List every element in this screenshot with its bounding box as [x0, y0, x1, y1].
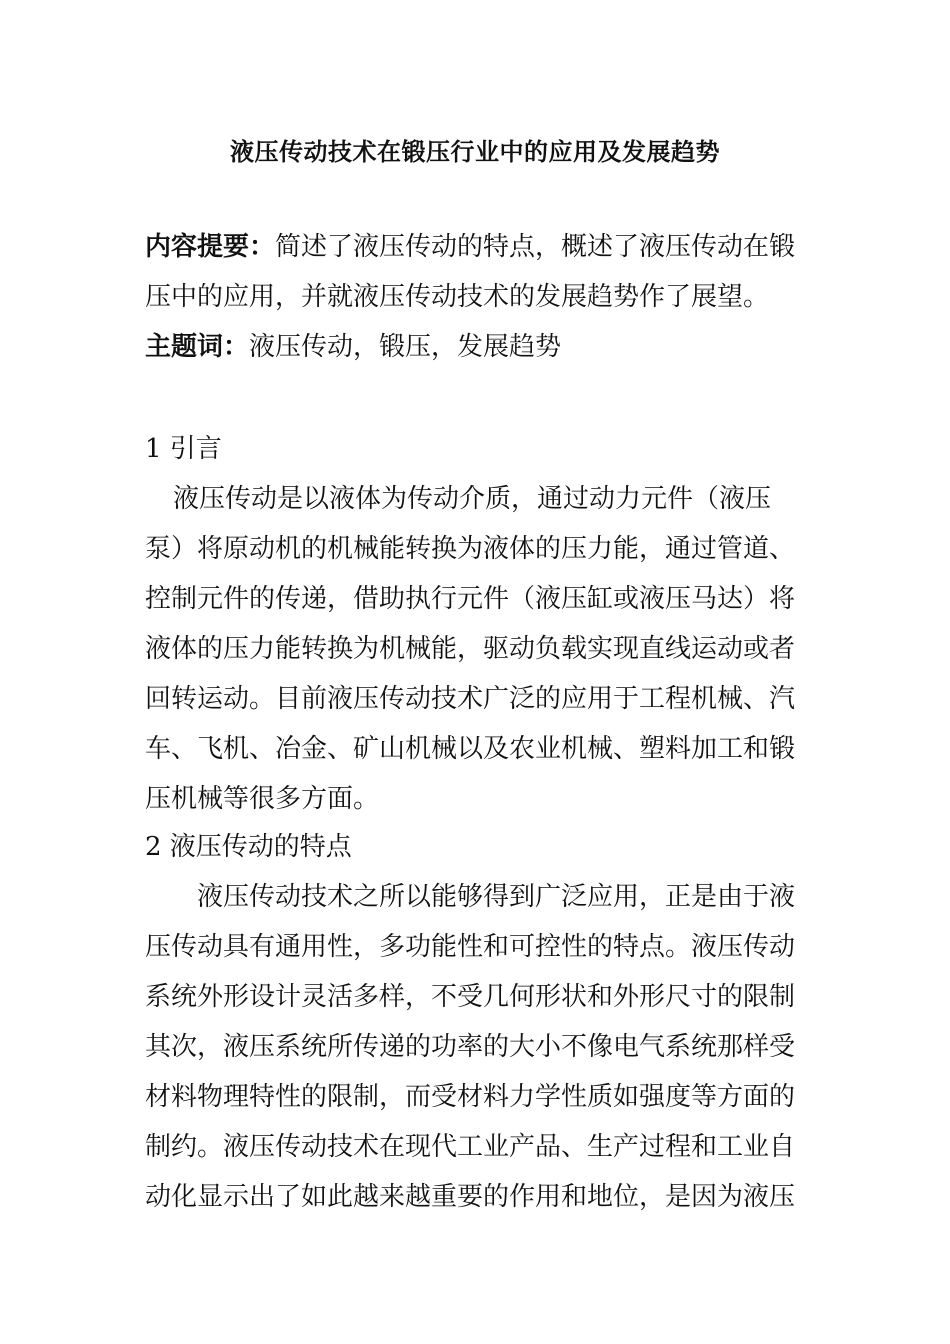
paragraph-line: 其次，液压系统所传递的功率的大小不像电气系统那样受 [145, 1032, 796, 1062]
paragraph-line: 系统外形设计灵活多样，不受几何形状和外形尺寸的限制 [145, 982, 796, 1012]
paragraph-line: 动化显示出了如此越来越重要的作用和地位，是因为液压 [145, 1182, 796, 1212]
paragraph-line: 压传动具有通用性，多功能性和可控性的特点。液压传动 [145, 932, 796, 962]
paragraph-line: 控制元件的传递，借助执行元件（液压缸或液压马达）将 [145, 584, 796, 614]
abstract-line-2: 压中的应用，并就液压传动技术的发展趋势作了展望。 [145, 282, 770, 312]
paragraph-line: 液体的压力能转换为机械能，驱动负载实现直线运动或者 [145, 634, 796, 664]
section-1-paragraph [145, 474, 810, 824]
keywords-text: 液压传动，锻压，发展趋势 [249, 332, 562, 362]
paragraph-line: 液压传动是以液体为传动介质，通过动力元件（液压 [173, 484, 772, 514]
abstract-paragraph [145, 222, 810, 372]
abstract-text-1: 简述了液压传动的特点，概述了液压传动在锻 [275, 232, 796, 262]
abstract-label: 内容提要： [145, 232, 276, 262]
paragraph-line: 回转运动。目前液压传动技术广泛的应用于工程机械、汽 [145, 684, 796, 714]
paragraph-line: 液压传动技术之所以能够得到广泛应用，正是由于液 [197, 882, 796, 912]
section-1-heading: 1 引言 [145, 434, 222, 464]
paragraph-line: 车、飞机、冶金、矿山机械以及农业机械、塑料加工和锻 [145, 734, 796, 764]
document-title: 液压传动技术在锻压行业中的应用及发展趋势 [230, 137, 720, 166]
keywords-line [145, 322, 810, 372]
paragraph-line: 材料物理特性的限制，而受材料力学性质如强度等方面的 [145, 1082, 796, 1112]
paragraph-line: 制约。液压传动技术在现代工业产品、生产过程和工业自 [145, 1132, 796, 1162]
section-2-paragraph [145, 872, 810, 1222]
paragraph-line: 泵）将原动机的机械能转换为液体的压力能，通过管道、 [145, 534, 796, 564]
section-2-heading: 2 液压传动的特点 [145, 832, 352, 862]
abstract-line-1 [145, 222, 810, 272]
paragraph-line: 压机械等很多方面。 [145, 784, 380, 814]
keywords-label: 主题词： [145, 332, 250, 362]
